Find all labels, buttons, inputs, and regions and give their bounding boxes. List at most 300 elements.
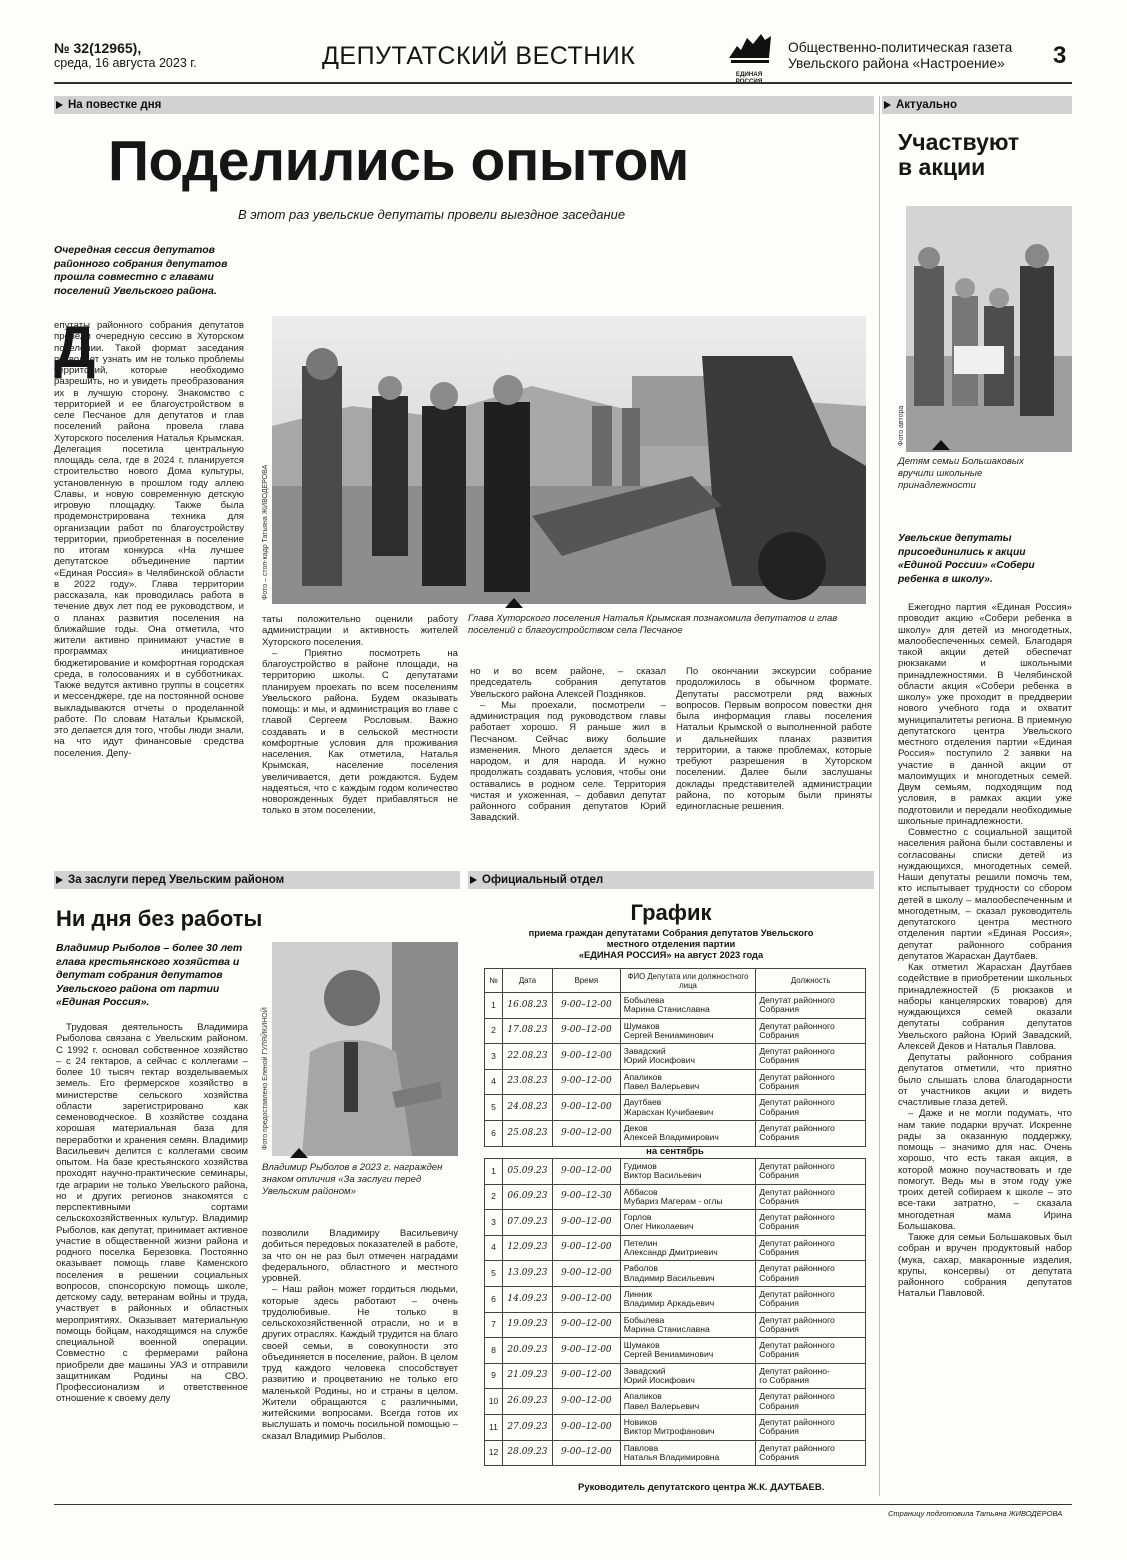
cell-date-date: 25.08.23 <box>507 1127 548 1138</box>
table-row <box>485 1414 866 1440</box>
cell-position-pos2: Собрания <box>759 1055 799 1066</box>
schedule-september-table <box>484 1158 866 1466</box>
cell-name <box>620 1095 756 1121</box>
cell-position <box>756 1338 866 1364</box>
cell-position <box>756 1044 866 1070</box>
paper-name-line1: Общественно-политическая газета <box>788 40 1013 55</box>
cell-number-n: 9 <box>491 1370 496 1381</box>
table-row <box>485 1363 866 1389</box>
main-col3-p2: – Мы проехали, посмотрели – администрация под руководством главы работает хорошо. Я раньше жил в Песчаном. Сейчас вижу большие изменения. Много делается здесь и народом, и для народа. И нужно продолжать создавать условия, чтобы они оставались в родном селе. Территория чистая и ухоженная, – добавил депутат районного собрания депутатов Юрий Завадский. <box>470 699 666 824</box>
cell-number <box>485 1261 503 1287</box>
cell-number-n: 7 <box>491 1319 496 1330</box>
cell-name-name1: Даутбаев <box>623 1097 662 1108</box>
cell-time-time: 9-00–12-30 <box>560 1191 612 1202</box>
table-row <box>485 1095 866 1121</box>
cell-name <box>620 1312 756 1338</box>
cell-date <box>502 1069 552 1095</box>
paper-name-line2: Увельского района «Настроение» <box>788 56 1005 71</box>
cell-date <box>502 1235 552 1261</box>
cell-number <box>485 1235 503 1261</box>
main-photo <box>272 316 866 604</box>
side-headline <box>898 130 1019 180</box>
cell-name-name2: Наталья Владимировна <box>623 1451 720 1462</box>
cell-name <box>620 1440 756 1466</box>
cell-date <box>502 1414 552 1440</box>
cell-time-time: 9-00–12-00 <box>561 1050 612 1061</box>
cell-number-n: 3 <box>491 1050 496 1061</box>
cell-time <box>552 1095 620 1121</box>
cell-date <box>502 1018 552 1044</box>
cell-number <box>485 1044 503 1070</box>
photo-deputies-image <box>272 316 866 604</box>
cell-number-n: 6 <box>491 1293 496 1304</box>
cell-time-time: 9-00–12-00 <box>560 1421 612 1432</box>
table-row <box>485 1235 866 1261</box>
cell-number-n: 1 <box>491 999 496 1010</box>
cell-position-pos2: Собрания <box>759 1451 799 1462</box>
cell-number <box>485 1414 503 1440</box>
cell-position <box>756 1210 866 1236</box>
schedule-august-table <box>484 968 866 1147</box>
cell-name-name1: Апаликов <box>623 1071 662 1082</box>
col-header-time: Время <box>552 969 620 993</box>
cell-name <box>620 1159 756 1185</box>
cell-name-name2: Сергей Вениаминович <box>623 1349 714 1360</box>
cell-name-name1: Линник <box>623 1289 653 1300</box>
schedule-september-body <box>485 1159 866 1466</box>
cell-date-date: 23.08.23 <box>507 1076 548 1087</box>
cell-position <box>756 1363 866 1389</box>
cell-number-n: 2 <box>491 1191 496 1202</box>
cell-name-name2: Марина Станиславна <box>623 1004 710 1015</box>
cell-name-name2: Владимир Васильевич <box>623 1272 715 1283</box>
table-row <box>485 993 866 1019</box>
cell-position <box>756 1069 866 1095</box>
cell-date <box>502 1440 552 1466</box>
cell-date <box>502 1389 552 1415</box>
main-col4 <box>676 666 872 846</box>
cell-name <box>620 1235 756 1261</box>
main-col1-text: епутаты районного собрания депутатов провели очередную сессию в Хуторском поселении. Такой формат заседания позволяет узнать им не только проблемы территорий, которые необходимо разрешить, но и увидеть преобразования их в лучшую сторону. Знакомство с территорией и ее благоустройством в селе Песчаное для депутатов и глав поселений района провела глава Хуторского поселения Наталья Крымская. Делегация посетила центральную площадь села, где в 2024 г. планируется строительство нового Дома культуры, установленную в прошлом году аллею Славы, и новую современную детскую игровую площадку. Также была продемонстрирована техника для организации работ по благоустройству территории, приобретенная в поселение по итогам конкурса «На лучшее депутатское объединение партии «Единая Россия» в Челябинской области в 2022 году». Глава территории рассказала, как проводилась работа в течение двух лет под ее руководством, и о планах развития поселения на ближайшие годы. Она отметила, что жители активно принимают участие в программах инициативное бюджетирование и комфортная городская среда, в голосованиях и в субботниках. Также ведутся активно группы в соцсетях и мессенджере, где на постоянной основе выкладываются отчеты о проделанной работе. По словам Натальи Крымской, это делается для того, чтобы люди знали, на что идут финансовые средства поселения. Депу- <box>54 320 244 759</box>
page-number: 3 <box>1053 42 1067 69</box>
cell-number <box>485 1389 503 1415</box>
cell-time <box>552 1184 620 1210</box>
cell-name-name2: Виктор Васильевич <box>623 1170 702 1181</box>
cell-date <box>502 993 552 1019</box>
cell-time-time: 9-00–12-00 <box>561 1127 612 1138</box>
cell-name-name2: Александр Дмитриевич <box>623 1247 718 1258</box>
cell-number-n: 6 <box>491 1127 496 1138</box>
table-row <box>485 1312 866 1338</box>
cell-name-name2: Олег Николаевич <box>623 1221 694 1232</box>
dropcap: Д <box>54 315 96 380</box>
header-rule <box>54 82 1072 84</box>
cell-time-time: 9-00–12-00 <box>560 1165 612 1176</box>
cell-position-pos1: Депутат районного <box>759 1442 835 1453</box>
cell-name-name2: Сергей Вениаминович <box>623 1029 714 1040</box>
cell-number <box>485 1286 503 1312</box>
cell-position <box>756 1235 866 1261</box>
cell-position <box>756 1184 866 1210</box>
bottom-col2 <box>262 1228 458 1492</box>
col-header-position: Должность <box>756 969 866 993</box>
cell-number-n: 4 <box>491 1242 496 1253</box>
cell-date-date: 06.09.23 <box>507 1191 548 1202</box>
cell-name-name1: Аббасов <box>623 1186 658 1197</box>
photo-portrait-image <box>272 942 458 1156</box>
cell-time-time: 9-00–12-00 <box>560 1370 612 1381</box>
cell-position-pos1: Депутат районного <box>759 995 835 1006</box>
cell-number-n: 10 <box>488 1396 499 1407</box>
cell-name-name1: Завадский <box>623 1365 666 1376</box>
cell-position-pos1: Депутат районного <box>759 1391 835 1402</box>
cell-position-pos1: Депутат районного <box>759 1186 835 1197</box>
cell-name <box>620 1338 756 1364</box>
section-title: ДЕПУТАТСКИЙ ВЕСТНИК <box>322 42 636 70</box>
cell-name-name2: Павел Валерьевич <box>623 1081 700 1092</box>
bear-icon <box>727 28 773 68</box>
rubric-schedule: Официальный отдел <box>468 871 874 889</box>
main-col1 <box>54 315 244 845</box>
cell-position-pos2: Собрания <box>759 1195 799 1206</box>
cell-time-time: 9-00–12-00 <box>561 1076 612 1087</box>
cell-position-pos1: Депутат районного <box>759 1071 835 1082</box>
cell-number <box>485 1184 503 1210</box>
cell-position-pos2: Собрания <box>759 1272 799 1283</box>
cell-time-time: 9-00–12-00 <box>560 1293 612 1304</box>
cell-number-n: 5 <box>491 1268 496 1279</box>
bottom-photo <box>272 942 458 1156</box>
cell-position <box>756 1389 866 1415</box>
cell-name-name1: Павлова <box>623 1442 659 1453</box>
cell-time-time: 9-00–12-00 <box>560 1447 612 1458</box>
main-subheadline: В этот раз увельские депутаты провели выездное заседание <box>238 207 626 222</box>
cell-time-time: 9-00–12-00 <box>561 999 612 1010</box>
table-row <box>485 1069 866 1095</box>
schedule-title: График <box>630 900 712 925</box>
cell-name-name1: Завадский <box>623 1046 666 1057</box>
cell-name <box>620 1044 756 1070</box>
september-label: на сентябрь <box>646 1146 704 1157</box>
cell-date <box>502 1044 552 1070</box>
cell-date-date: 17.08.23 <box>507 1025 548 1036</box>
cell-position-pos2: Собрания <box>759 1004 799 1015</box>
table-row <box>485 1184 866 1210</box>
cell-position-pos1: Депутат районного <box>759 1161 835 1172</box>
cell-date <box>502 1261 552 1287</box>
cell-name <box>620 1363 756 1389</box>
cell-name <box>620 1261 756 1287</box>
cell-time <box>552 1440 620 1466</box>
bottom-photo-pointer <box>290 1148 308 1158</box>
table-row <box>485 1440 866 1466</box>
cell-number <box>485 1159 503 1185</box>
main-lead: Очередная сессия депутатов районного собрания депутатов прошла совместно с главами поселений Увельского района. <box>54 244 228 297</box>
bottom-photo-caption: Владимир Рыболов в 2023 г. награжден знаком отличия «За заслуги перед Увельским районом» <box>262 1162 443 1197</box>
cell-time <box>552 1235 620 1261</box>
bottom-headline: Ни дня без работы <box>56 906 263 931</box>
cell-time <box>552 1159 620 1185</box>
cell-number-n: 1 <box>491 1165 496 1176</box>
main-col2 <box>262 614 458 846</box>
cell-name-name1: Деков <box>623 1123 648 1134</box>
cell-position-pos2: Собрания <box>759 1170 799 1181</box>
cell-time <box>552 1286 620 1312</box>
cell-date-date: 12.09.23 <box>507 1242 548 1253</box>
cell-number-n: 2 <box>491 1025 496 1036</box>
party-logo <box>727 28 773 80</box>
cell-position-pos2: го Собрания <box>759 1375 810 1386</box>
cell-name <box>620 1286 756 1312</box>
cell-time <box>552 993 620 1019</box>
cell-name-name2: Жарасхан Кучибаевич <box>623 1106 714 1117</box>
cell-number-n: 11 <box>489 1421 498 1432</box>
cell-date-date: 22.08.23 <box>507 1050 548 1061</box>
cell-name-name2: Владимир Аркадьевич <box>623 1298 715 1309</box>
cell-name <box>620 1389 756 1415</box>
cell-date-date: 05.09.23 <box>507 1165 548 1176</box>
cell-date <box>502 1159 552 1185</box>
cell-name-name2: Павел Валерьевич <box>623 1400 700 1411</box>
side-headline-line2: в акции <box>898 154 986 180</box>
cell-position-pos1: Депутат районного <box>759 1314 835 1325</box>
cell-name <box>620 1184 756 1210</box>
side-column-rule <box>879 96 880 1496</box>
cell-date <box>502 1363 552 1389</box>
main-col2-p1: таты положительно оценили работу администрации и активность жителей Хуторского поселения. <box>262 614 458 648</box>
cell-position <box>756 1018 866 1044</box>
cell-time <box>552 1363 620 1389</box>
cell-date-date: 28.09.23 <box>507 1447 548 1458</box>
cell-date-date: 19.09.23 <box>507 1319 548 1330</box>
cell-time-time: 9-00–12-00 <box>560 1396 612 1407</box>
side-p2: Совместно с социальной защитой населения района были составлены и согласованы списки детей из нуждающихся, многодетных семей. Наши депутаты решили помочь тем, кто испытывает трудности со сбором детей в школу – малообеспеченным и многодетным, – сказал руководитель депутатского центра местного отделения партии «Единая Россия», депутат районного собрания депутатов Жарасхан Даутбаев. <box>898 827 1072 962</box>
cell-time <box>552 1044 620 1070</box>
cell-time <box>552 1414 620 1440</box>
cell-position <box>756 1095 866 1121</box>
cell-name <box>620 1414 756 1440</box>
cell-time <box>552 1018 620 1044</box>
cell-name-name2: Виктор Митрофанович <box>623 1426 715 1437</box>
table-row <box>485 1120 866 1146</box>
cell-time-time: 9-00–12-00 <box>561 1102 612 1113</box>
cell-date <box>502 1338 552 1364</box>
cell-name-name1: Гудимов <box>623 1161 657 1172</box>
bottom-col1 <box>56 1022 248 1492</box>
cell-date <box>502 1312 552 1338</box>
table-row <box>485 1018 866 1044</box>
cell-name-name1: Раболов <box>623 1263 658 1274</box>
cell-name <box>620 1018 756 1044</box>
cell-date-date: 26.09.23 <box>507 1396 548 1407</box>
cell-number-n: 3 <box>491 1216 496 1227</box>
cell-time <box>552 1210 620 1236</box>
cell-number <box>485 1018 503 1044</box>
cell-position-pos1: Депутат районного <box>759 1123 835 1134</box>
cell-time-time: 9-00–12-00 <box>560 1242 612 1253</box>
cell-number <box>485 1210 503 1236</box>
cell-number <box>485 1095 503 1121</box>
cell-position-pos1: Депутат районного <box>759 1340 835 1351</box>
cell-position-pos2: Собрания <box>759 1349 799 1360</box>
photo-family-image <box>906 206 1072 452</box>
cell-date-date: 21.09.23 <box>507 1370 548 1381</box>
bottom-photo-credit: Фото предоставлено Еленой ГУЛЯЙКИНОЙ <box>262 1007 269 1150</box>
table-row <box>485 1261 866 1287</box>
cell-time <box>552 1069 620 1095</box>
cell-position-pos2: Собрания <box>759 1323 799 1334</box>
side-p4: Депутаты районного собрания депутатов отметили, что приятно было слышать слова благодарности от участников акции и видеть счастливые глаза детей. <box>898 1052 1072 1108</box>
cell-date-date: 13.09.23 <box>507 1268 548 1279</box>
cell-name-name1: Бобылева <box>623 995 665 1006</box>
cell-time-time: 9-00–12-00 <box>560 1216 612 1227</box>
col-header-number: № <box>485 969 503 993</box>
schedule-subtitle-line1: приема граждан депутатами Собрания депутатов Увельского <box>528 928 814 938</box>
cell-position <box>756 1120 866 1146</box>
side-p1: Ежегодно партия «Единая Россия» проводит акцию «Собери ребенка в школу» для детей из многодетных, малообеспеченных семей. Благодаря такой акции детей обеспечат рюкзаками и школьными принадлежностями. В Челябинской области акция «Собери ребенка в школу» уже проходит в преддверии нового учебного года и охватит муниципалитеты региона. В приемную депутатского центра Увельского местного отделения партии «Единая Россия» поступило 2 заявки на участие в данной акции от малоимущих и многодетных семей. Двум семьям, подходящим под условия, в рамках акции уже подготовили и передали необходимые школьные принадлежности. <box>898 602 1072 827</box>
cell-number-n: 4 <box>491 1076 496 1087</box>
schedule-august-body <box>485 993 866 1147</box>
cell-name-name1: Петелин <box>623 1237 658 1248</box>
cell-time <box>552 1120 620 1146</box>
bottom-col1-text: Трудовая деятельность Владимира Рыболова связана с Увельским районом. С 1992 г. основал собственное хозяйство – с 24 гектаров, а сейчас с коллегами – более 10 тысяч гектар возделываемых земель. Его фермерское хозяйство в министерстве сельского хозяйства области зарегистрировано как семеноводческое. В хозяйстве создана хорошая материальная база для переработки и хранения семян. Владимир Васильевич делится с коллегами своим опытом. На базе крестьянского хозяйства проходят научно-практические семинары, где аграрии не только Увельского района, но и других регионов знакомятся с перспективными сортами сельскохозяйственных культур. Владимир Рыболов, как депутат, принимает активное участие в общественной жизни района и родного поселка Березовка. Постоянно оказывает помощь главе Каменского поселения в решении социальных вопросов, спонсорскую помощь школе, детскому саду, ветеранам войны и труда, участвует в районных и областных мероприятиях. Оказывает материальную помощь бойцам, находящимся на службе специальной военной операции. Совместно с фермерами района приобрели две машины УАЗ и отправили защитникам Родины на СВО. Профессионализм и ответственное отношение к своему делу <box>56 1022 248 1405</box>
cell-number <box>485 1338 503 1364</box>
cell-time-time: 9-00–12-00 <box>560 1344 612 1355</box>
cell-name <box>620 1210 756 1236</box>
cell-position-pos2: Собрания <box>759 1081 799 1092</box>
main-col3-p1: но и во всем районе, – сказал председатель собрания депутатов Увельского района Алексей Поздняков. <box>470 666 666 700</box>
table-row <box>485 1286 866 1312</box>
cell-position-pos1: Депутат районного <box>759 1417 835 1428</box>
cell-time-time: 9-00–12-00 <box>560 1319 612 1330</box>
cell-number-n: 12 <box>488 1447 499 1458</box>
side-photo-credit: Фото автора <box>898 405 905 446</box>
cell-date <box>502 1095 552 1121</box>
cell-position <box>756 1159 866 1185</box>
cell-number <box>485 1312 503 1338</box>
cell-number-n: 8 <box>491 1344 496 1355</box>
cell-name-name2: Юрий Иосифович <box>623 1055 695 1066</box>
side-photo-caption: Детям семьи Большаковых вручили школьные принадлежности <box>898 456 1024 491</box>
cell-position <box>756 1414 866 1440</box>
schedule-subtitle <box>468 928 874 961</box>
bottom-lead: Владимир Рыболов – более 30 лет глава крестьянского хозяйства и депутат собрания депутатов Увельского района от партии «Единая Россия». <box>56 942 243 1008</box>
main-col2-p2: – Приятно посмотреть на благоустройство в районе площади, на территорию школы. С депутатами планируем проехать по всем поселениям Увельского района. Будем оказывать помощь: и мы, и администрация во главе с главой Сергеем Рословым. Важно создавать и в сельской местности комфортные условия для проживания населения. Как отметила, Наталья Крымская, население поселения увеличивается, дети рождаются. Будем надеяться, что с каждым годом количество новорожденных будет прибавляться не только в этом поселении, <box>262 647 458 817</box>
issue-number: № 32(12965), <box>54 40 142 56</box>
col-header-name: ФИО Депутата или должностного лица <box>620 969 756 993</box>
cell-name <box>620 1069 756 1095</box>
cell-position-pos2: Собрания <box>759 1400 799 1411</box>
issue-date: среда, 16 августа 2023 г. <box>54 56 197 70</box>
cell-date <box>502 1184 552 1210</box>
cell-name-name2: Мубариз Магерам - оглы <box>623 1195 723 1206</box>
main-photo-pointer <box>505 598 523 608</box>
cell-name-name2: Марина Станиславна <box>623 1323 710 1334</box>
cell-name-name1: Шумаков <box>623 1340 660 1351</box>
cell-date-date: 07.09.23 <box>507 1216 548 1227</box>
side-p5: – Даже и не могли подумать, что нам такие подарки вручат. Искренне рады за оказанную поддержку, помощь – значимо для нас. Очень хорошо, что есть такая акция, в которой можно поучаствовать и где помогут. Ведь мы в этом году уже троих детей собираем к школе – это все-таки затратно, – сказала многодетная мама Ирина Большакова. <box>898 1108 1072 1232</box>
cell-position-pos2: Собрания <box>759 1106 799 1117</box>
cell-position <box>756 1286 866 1312</box>
cell-position-pos1: Депутат районного <box>759 1097 835 1108</box>
side-photo-pointer <box>932 440 950 450</box>
cell-name-name1: Апаликов <box>623 1391 662 1402</box>
cell-position-pos2: Собрания <box>759 1132 799 1143</box>
cell-date-date: 24.08.23 <box>507 1102 548 1113</box>
cell-number <box>485 1120 503 1146</box>
cell-name <box>620 1120 756 1146</box>
cell-name-name1: Новиков <box>623 1417 658 1428</box>
cell-number <box>485 1069 503 1095</box>
cell-number <box>485 1363 503 1389</box>
main-photo-caption: Глава Хуторского поселения Наталья Крымская познакомила депутатов и глав поселений с благоустройством села Песчаное <box>468 613 838 636</box>
cell-position-pos1: Депутат районного <box>759 1263 835 1274</box>
cell-time <box>552 1312 620 1338</box>
cell-position-pos2: Собрания <box>759 1426 799 1437</box>
cell-name <box>620 993 756 1019</box>
bottom-rule <box>54 1504 1072 1505</box>
side-headline-line1: Участвуют <box>898 129 1020 155</box>
cell-date <box>502 1120 552 1146</box>
cell-date <box>502 1210 552 1236</box>
cell-number-n: 5 <box>491 1102 496 1113</box>
cell-position-pos1: Депутат районного <box>759 1020 835 1031</box>
cell-time <box>552 1389 620 1415</box>
main-headline: Поделились опытом <box>108 129 689 193</box>
table-row <box>485 1210 866 1236</box>
table-row <box>485 1338 866 1364</box>
cell-position <box>756 1312 866 1338</box>
cell-time-time: 9-00–12-00 <box>560 1268 612 1279</box>
side-p6: Также для семьи Большаковых был собран и вручен продуктовый набор (мука, сахар, макаронные изделия, крупы, консервы) от депутата районного собрания депутатов Натальи Павловой. <box>898 1232 1072 1300</box>
cell-position-pos1: Депутат районно- <box>759 1365 830 1376</box>
schedule-header-row <box>485 969 866 993</box>
cell-time <box>552 1261 620 1287</box>
side-photo <box>906 206 1072 452</box>
cell-name-name2: Алексей Владимирович <box>623 1132 719 1143</box>
main-col3 <box>470 666 666 846</box>
cell-position-pos1: Депутат районного <box>759 1046 835 1057</box>
cell-position-pos2: Собрания <box>759 1221 799 1232</box>
cell-position-pos1: Депутат районного <box>759 1289 835 1300</box>
side-lead: Увельские депутаты присоединились к акции «Единой России» «Собери ребенка в школу». <box>898 533 1035 585</box>
bottom-col2-p2: – Наш район может гордиться людьми, которые здесь работают – очень трудолюбивые. Не только в сельскохозяйственной отрасли, но и в других отраслях. Каждый трудится на благо своей семьи, в совокупности это объединяется в поселение, район. В целом труд каждого человека способствует развитию и процветанию не только его маленькой Родины, но и страны в целом. Жители обращаются с различными, житейскими вопросами. Всегда готов их выслушать и помочь посильной помощью – сказал Владимир Рыболов. <box>262 1284 458 1442</box>
cell-number <box>485 1440 503 1466</box>
rubric-side: Актуально <box>882 96 1072 114</box>
table-row <box>485 1159 866 1185</box>
cell-position-pos2: Собрания <box>759 1298 799 1309</box>
schedule-subtitle-line3: «ЕДИНАЯ РОССИЯ» на август 2023 года <box>578 950 764 960</box>
cell-date-date: 14.09.23 <box>507 1293 548 1304</box>
col-header-date: Дата <box>502 969 552 993</box>
cell-date-date: 27.09.23 <box>507 1421 548 1432</box>
cell-time <box>552 1338 620 1364</box>
cell-time-time: 9-00–12-00 <box>561 1025 612 1036</box>
cell-date <box>502 1286 552 1312</box>
table-row <box>485 1389 866 1415</box>
schedule-subtitle-line2: местного отделения партии <box>606 939 736 949</box>
rubric-bottom: За заслуги перед Увельским районом <box>54 871 460 889</box>
cell-number <box>485 993 503 1019</box>
side-col <box>898 602 1072 1490</box>
cell-name-name1: Горлов <box>623 1212 652 1223</box>
bottom-col2-p1: позволили Владимиру Васильевичу добиться передовых показателей в работе, за что он не раз был отмечен наградами федерального, областного и местного уровней. <box>262 1228 458 1284</box>
table-row <box>485 1044 866 1070</box>
side-p3: Как отметил Жарасхан Даутбаев содействие в приобретении школьных принадлежностей (5 рюкзаков и наборы канцелярских товаров) для нуждающихся семей оказали депутаты собрания депутатов Увельского района Юрий Завадский, Алексей Деков и Наталья Павлова. <box>898 962 1072 1052</box>
main-col4-p1: По окончании экскурсии собрание продолжилось в обычном формате. Депутаты рассмотрели ряд важных вопросов. Первым вопросом повестки дня была информация главы поселения Натальи Крымской о выполненной работе и дальнейших планах развития территории, а также проблемах, которые требуют разрешения в Хуторском поселении. Далее были заслушаны доклады представителей администрации района, по которым были приняты единогласные решения. <box>676 666 872 812</box>
logo-text: ЕДИНАЯ <box>735 71 763 78</box>
cell-position <box>756 993 866 1019</box>
